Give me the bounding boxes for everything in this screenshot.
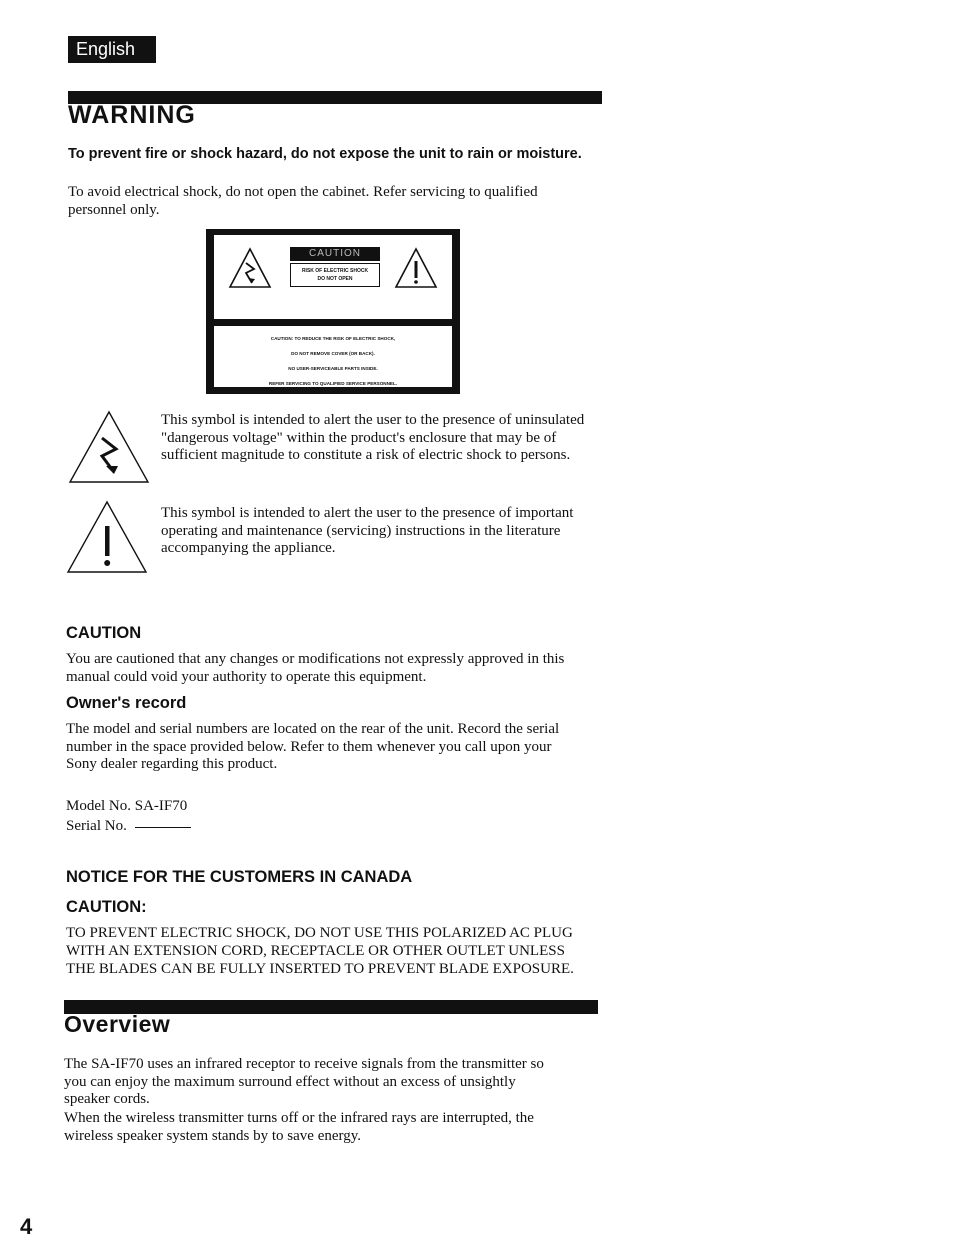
owners-record-heading: Owner's record (66, 694, 187, 712)
caution-label-risk (290, 263, 380, 287)
caution-label-lines (214, 331, 452, 391)
overview-heading: Overview (64, 1011, 171, 1037)
caution-label-line1: CAUTION: TO REDUCE THE RISK OF ELECTRIC SHOCK, (270, 336, 396, 341)
exclamation-symbol-icon (66, 500, 148, 574)
owners-record-body: The model and serial numbers are located on the rear of the unit. Record the serial number in the space provided below. Refer to them whenever you call upon your Sony dealer regarding this product. (66, 721, 560, 772)
caution-label-top (214, 235, 452, 319)
warning-body: To avoid electrical shock, do not open the cabinet. Refer servicing to qualified personnel only. (68, 184, 538, 218)
serial-number-row (66, 818, 191, 836)
caution-label-risk-line2: DO NOT OPEN (317, 276, 353, 282)
caution-body: You are cautioned that any changes or modifications not expressly approved in this manual could void your authority to operate this equipment. (66, 651, 565, 685)
model-number: Model No. SA-IF70 (66, 798, 188, 814)
caution-label-risk-line1: RISK OF ELECTRIC SHOCK (301, 268, 369, 274)
serial-number-label: Serial No. (66, 818, 127, 834)
canada-caution-body: TO PREVENT ELECTRIC SHOCK, DO NOT USE THIS POLARIZED AC PLUG WITH AN EXTENSION CORD, RECEPTACLE OR OTHER OUTLET UNLESS THE BLADES CAN BE FULLY INSERTED TO PREVENT BLADE EXPOSURE. (66, 925, 574, 977)
overview-para2: When the wireless transmitter turns off or the infrared rays are interrupted, the wireless speaker system stands by to save energy. (64, 1110, 534, 1144)
exclamation-symbol-text: This symbol is intended to alert the user to the presence of important operating and maintenance (servicing) instructions in the literature accompanying the appliance. (161, 505, 574, 556)
caution-label-line2: DO NOT REMOVE COVER (OR BACK). (291, 351, 375, 356)
voltage-symbol-icon (68, 410, 150, 484)
caution-label-line3: NO USER-SERVICEABLE PARTS INSIDE. (288, 366, 378, 371)
language-tab: English (68, 36, 156, 63)
caution-heading: CAUTION (66, 624, 142, 642)
caution-label-panel (206, 229, 460, 394)
caution-label-line4: REFER SERVICING TO QUALIFIED SERVICE PERSONNEL. (268, 381, 398, 386)
warning-lead: To prevent fire or shock hazard, do not expose the unit to rain or moisture. (68, 146, 582, 162)
voltage-warning-icon (228, 247, 272, 289)
warning-heading: WARNING (68, 101, 196, 129)
canada-notice-heading: NOTICE FOR THE CUSTOMERS IN CANADA (66, 868, 413, 886)
voltage-symbol-text: This symbol is intended to alert the user to the presence of uninsulated "dangerous voltage" within the product's enclosure that may be of sufficient magnitude to constitute a risk of electric shock to persons. (161, 412, 585, 463)
caution-label-bottom (214, 326, 452, 387)
overview-para1: The SA-IF70 uses an infrared receptor to receive signals from the transmitter so you can enjoy the maximum surround effect without an excess of unsightly speaker cords. (64, 1056, 544, 1107)
page-number: 4 (20, 1214, 33, 1239)
canada-caution-heading: CAUTION: (66, 898, 147, 916)
caution-label-title: CAUTION (290, 247, 380, 261)
exclamation-warning-icon (394, 247, 438, 289)
serial-number-blank (135, 827, 191, 828)
